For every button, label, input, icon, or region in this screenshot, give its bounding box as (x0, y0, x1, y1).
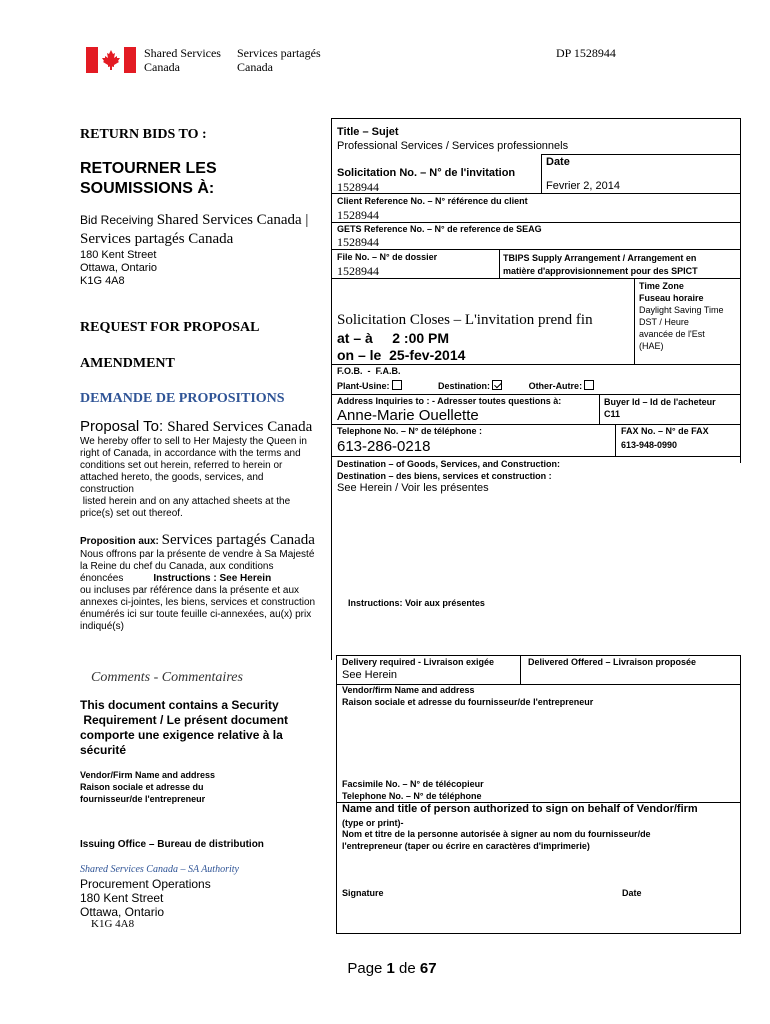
proposition-aux: Proposition aux: Services partagés Canada (80, 532, 315, 548)
ssc-authority: Shared Services Canada – SA Authority (80, 864, 239, 875)
solicitation-label: Solicitation No. – N° de l'invitation (337, 167, 516, 179)
title-label: Title – Sujet (337, 126, 399, 138)
bid-receiving: Bid Receiving Shared Services Canada | (80, 212, 309, 228)
contact-name: Anne-Marie Ouellette (337, 407, 479, 424)
rfp-heading: REQUEST FOR PROPOSAL (80, 320, 260, 335)
vendor-name-label: Vendor/firm Name and address Raison sociale et adresse du fournisseur/de l'entrepreneur (342, 685, 594, 707)
bid-receiving-org-fr: Services partagés Canada (80, 231, 234, 247)
date-label: Date (546, 156, 570, 168)
file-label: File No. – N° de dossier (337, 252, 438, 262)
return-bids-heading: RETURN BIDS TO : (80, 127, 207, 142)
closes-at: at – à 2 :00 PM (337, 330, 450, 346)
delivery-required-label: Delivery required - Livraison exigée (342, 657, 495, 667)
offer-text-fr: Nous offrons par la présente de vendre à Sa Majesté la Reine du chef du Canada, aux conditions énoncées Instructions : See Herein ou incluses par référence dans la présente et aux annexes ci-jointes, les biens, services et construction énumérés ici sur toute feuille ci-annexées, au(x) prix indiqué(s) (80, 549, 316, 632)
telephone-label: Telephone No. – N° de téléphone : (337, 426, 482, 436)
type-print-label: (type or print)- (342, 818, 404, 828)
department-name-en: Shared Services Canada (144, 46, 221, 75)
document-number: DP 1528944 (556, 46, 616, 60)
gets-label: GETS Reference No. – N° de reference de SEAG (337, 224, 542, 234)
retourner-heading: RETOURNER LES SOUMISSIONS À: (80, 160, 217, 197)
proposal-to: Proposal To: Shared Services Canada (80, 418, 313, 435)
closes-on: on – le 25-fev-2014 (337, 347, 466, 363)
title-value: Professional Services / Services professionnels (337, 140, 569, 152)
date-signature-label: Date (622, 888, 642, 898)
name-title-label: Name and title of person authorized to sign on behalf of Vendor/firm (342, 803, 698, 815)
address-enquiries-label: Address Inquiries to : - Adresser toutes questions à: (337, 396, 562, 406)
destination-goods-label: Destination – of Goods, Services, and Construction: Destination – des biens, services et construction : (337, 459, 561, 481)
telephone-value: 613-286-0218 (337, 438, 431, 455)
file-value: 1528944 (337, 264, 379, 278)
other-checkbox[interactable] (584, 380, 594, 390)
demande-heading: DEMANDE DE PROPOSITIONS (80, 391, 285, 406)
fob-label: F.O.B. - F.A.B. (337, 366, 401, 376)
tbips-label: TBIPS Supply Arrangement / Arrangement en matière d'approvisionnement pour des SPICT (503, 253, 698, 276)
fax-label: FAX No. – N° de FAX (621, 426, 709, 436)
client-ref-label: Client Reference No. – N° référence du client (337, 196, 528, 206)
destination-checkbox[interactable] (492, 380, 502, 390)
vendor-label-left: Vendor/Firm Name and address Raison sociale et adresse du fournisseur/de l'entrepreneur (80, 770, 216, 804)
page-number: Page 1 de 67 (347, 960, 437, 977)
issuing-address: Procurement Operations 180 Kent Street Ottawa, Ontario (80, 877, 211, 919)
comments-heading: Comments - Commentaires (91, 670, 243, 685)
bid-receiving-address: 180 Kent Street Ottawa, Ontario K1G 4A8 (80, 249, 158, 287)
nom-titre-label: Nom et titre de la personne autorisée à signer au nom du fournisseur/de l'entrepreneur (taper ou écrire en caractères d'imprimerie) (342, 829, 651, 851)
date-value: Fevrier 2, 2014 (546, 180, 620, 192)
buyer-id: Buyer Id – Id de l'acheteur C11 (604, 397, 716, 419)
offer-text-en: We hereby offer to sell to Her Majesty the Queen in right of Canada, in accordance with the terms and conditions set out herein, referred to herein or attached hereto, the goods, services, and construction listed herein and on any attached sheets at the price(s) set out thereof. (80, 436, 307, 519)
closes-label: Solicitation Closes – L'invitation prend fin (337, 312, 593, 328)
amendment-heading: AMENDMENT (80, 356, 175, 371)
timezone: Time Zone Fuseau horaire Daylight Saving Time DST / Heure avancée de l'Est (HAE) (639, 281, 724, 351)
instructions-fr: Instructions: Voir aux présentes (348, 598, 485, 608)
canada-flag-icon (86, 47, 136, 73)
fob-options: Plant-Usine: Destination: Other-Autre: (337, 380, 594, 391)
solicitation-value: 1528944 (337, 180, 379, 194)
fax-value: 613-948-0990 (621, 440, 678, 450)
client-ref-value: 1528944 (337, 208, 379, 222)
security-requirement: This document contains a Security Requirement / Le présent document comporte une exigence relative à la sécurité (80, 698, 289, 757)
plant-checkbox[interactable] (392, 380, 402, 390)
department-name-fr: Services partagés Canada (237, 46, 321, 75)
delivery-required-value: See Herein (342, 669, 398, 681)
issuing-postal: K1G 4A8 (91, 918, 135, 930)
issuing-office-label: Issuing Office – Bureau de distribution (80, 839, 264, 850)
gets-value: 1528944 (337, 235, 379, 249)
facsimile-label: Facsimile No. – N° de télécopieur Telephone No. – N° de téléphone (342, 779, 484, 801)
destination-goods-value: See Herein / Voir les présentes (337, 482, 489, 494)
signature-label: Signature (342, 888, 384, 898)
delivered-offered-label: Delivered Offered – Livraison proposée (528, 657, 697, 667)
